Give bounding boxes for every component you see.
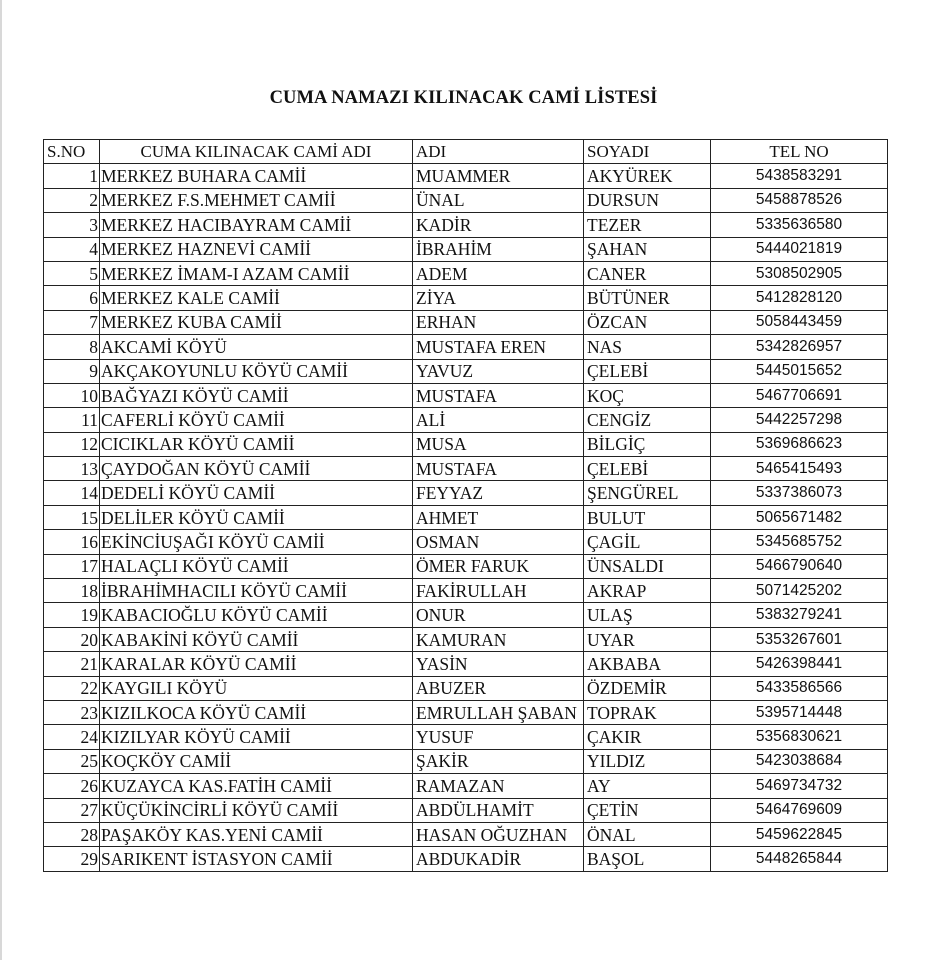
column-header-tel: TEL NO [711, 140, 888, 164]
imam-name-cell: ABDÜLHAMİT [413, 798, 584, 822]
imam-surname-cell: TEZER [584, 213, 711, 237]
imam-surname-cell: NAS [584, 335, 711, 359]
imam-surname-cell: AKYÜREK [584, 164, 711, 188]
sno-cell: 14 [44, 481, 100, 505]
imam-surname-cell: ÖZDEMİR [584, 676, 711, 700]
imam-surname-cell: AKBABA [584, 652, 711, 676]
sno-cell: 28 [44, 822, 100, 846]
imam-name-cell: EMRULLAH ŞABAN [413, 700, 584, 724]
mosque-name-cell: ÇAYDOĞAN KÖYÜ CAMİİ [100, 457, 413, 481]
mosque-name-cell: CAFERLİ KÖYÜ CAMİİ [100, 408, 413, 432]
table-row [44, 432, 888, 456]
mosque-name-cell: MERKEZ KALE CAMİİ [100, 286, 413, 310]
sno-cell: 24 [44, 725, 100, 749]
imam-name-cell: ABUZER [413, 676, 584, 700]
table-row [44, 798, 888, 822]
sno-cell: 7 [44, 310, 100, 334]
imam-name-cell: ÜNAL [413, 188, 584, 212]
sno-cell: 18 [44, 579, 100, 603]
phone-number-cell: 5423038684 [711, 749, 888, 773]
sno-cell: 2 [44, 188, 100, 212]
imam-surname-cell: YILDIZ [584, 749, 711, 773]
table-row [44, 530, 888, 554]
imam-name-cell: MUSTAFA [413, 457, 584, 481]
column-header-mosque: CUMA KILINACAK CAMİ ADI [100, 140, 413, 164]
phone-number-cell: 5058443459 [711, 310, 888, 334]
phone-number-cell: 5065671482 [711, 505, 888, 529]
imam-name-cell: FEYYAZ [413, 481, 584, 505]
imam-surname-cell: CANER [584, 261, 711, 285]
imam-surname-cell: BAŞOL [584, 847, 711, 871]
sno-cell: 29 [44, 847, 100, 871]
imam-surname-cell: TOPRAK [584, 700, 711, 724]
phone-number-cell: 5335636580 [711, 213, 888, 237]
imam-name-cell: YAVUZ [413, 359, 584, 383]
phone-number-cell: 5342826957 [711, 335, 888, 359]
table-row [44, 335, 888, 359]
table-row [44, 359, 888, 383]
table-row [44, 579, 888, 603]
mosque-name-cell: KABACIOĞLU KÖYÜ CAMİİ [100, 603, 413, 627]
mosque-name-cell: PAŞAKÖY KAS.YENİ CAMİİ [100, 822, 413, 846]
sno-cell: 27 [44, 798, 100, 822]
imam-surname-cell: CENGİZ [584, 408, 711, 432]
imam-name-cell: AHMET [413, 505, 584, 529]
table-row [44, 627, 888, 651]
imam-surname-cell: UYAR [584, 627, 711, 651]
table-row [44, 847, 888, 871]
imam-name-cell: İBRAHİM [413, 237, 584, 261]
imam-name-cell: YASİN [413, 652, 584, 676]
mosque-name-cell: KUZAYCA KAS.FATİH CAMİİ [100, 774, 413, 798]
imam-surname-cell: ÇAKIR [584, 725, 711, 749]
phone-number-cell: 5466790640 [711, 554, 888, 578]
sno-cell: 10 [44, 383, 100, 407]
table-row [44, 749, 888, 773]
mosque-name-cell: MERKEZ HAZNEVİ CAMİİ [100, 237, 413, 261]
phone-number-cell: 5445015652 [711, 359, 888, 383]
mosque-name-cell: KÜÇÜKİNCİRLİ KÖYÜ CAMİİ [100, 798, 413, 822]
imam-surname-cell: BİLGİÇ [584, 432, 711, 456]
imam-name-cell: MUSTAFA [413, 383, 584, 407]
imam-name-cell: ZİYA [413, 286, 584, 310]
table-row [44, 774, 888, 798]
phone-number-cell: 5356830621 [711, 725, 888, 749]
table-row [44, 164, 888, 188]
imam-name-cell: MUSTAFA EREN [413, 335, 584, 359]
imam-surname-cell: ULAŞ [584, 603, 711, 627]
mosque-table [43, 139, 888, 872]
mosque-name-cell: MERKEZ F.S.MEHMET CAMİİ [100, 188, 413, 212]
table-row [44, 603, 888, 627]
mosque-name-cell: MERKEZ HACIBAYRAM CAMİİ [100, 213, 413, 237]
phone-number-cell: 5353267601 [711, 627, 888, 651]
phone-number-cell: 5395714448 [711, 700, 888, 724]
imam-name-cell: ALİ [413, 408, 584, 432]
imam-surname-cell: AKRAP [584, 579, 711, 603]
sno-cell: 16 [44, 530, 100, 554]
phone-number-cell: 5383279241 [711, 603, 888, 627]
imam-name-cell: HASAN OĞUZHAN [413, 822, 584, 846]
sno-cell: 17 [44, 554, 100, 578]
mosque-name-cell: DELİLER KÖYÜ CAMİİ [100, 505, 413, 529]
table-row [44, 481, 888, 505]
imam-surname-cell: ÇELEBİ [584, 457, 711, 481]
page-edge [0, 0, 2, 960]
imam-name-cell: RAMAZAN [413, 774, 584, 798]
mosque-name-cell: CICIKLAR KÖYÜ CAMİİ [100, 432, 413, 456]
sno-cell: 1 [44, 164, 100, 188]
imam-name-cell: KAMURAN [413, 627, 584, 651]
mosque-name-cell: HALAÇLI KÖYÜ CAMİİ [100, 554, 413, 578]
phone-number-cell: 5345685752 [711, 530, 888, 554]
table-row [44, 822, 888, 846]
column-header-sno: S.NO [44, 140, 100, 164]
phone-number-cell: 5469734732 [711, 774, 888, 798]
mosque-name-cell: KAYGILI KÖYÜ [100, 676, 413, 700]
phone-number-cell: 5433586566 [711, 676, 888, 700]
table-row [44, 237, 888, 261]
phone-number-cell: 5337386073 [711, 481, 888, 505]
column-header-surname: SOYADI [584, 140, 711, 164]
mosque-name-cell: SARIKENT İSTASYON CAMİİ [100, 847, 413, 871]
table-row [44, 286, 888, 310]
sno-cell: 13 [44, 457, 100, 481]
mosque-name-cell: KIZILKOCA KÖYÜ CAMİİ [100, 700, 413, 724]
imam-surname-cell: KOÇ [584, 383, 711, 407]
mosque-name-cell: AKÇAKOYUNLU KÖYÜ CAMİİ [100, 359, 413, 383]
imam-name-cell: ONUR [413, 603, 584, 627]
imam-surname-cell: ŞENGÜREL [584, 481, 711, 505]
imam-surname-cell: ÇETİN [584, 798, 711, 822]
phone-number-cell: 5458878526 [711, 188, 888, 212]
imam-name-cell: ŞAKİR [413, 749, 584, 773]
imam-name-cell: ERHAN [413, 310, 584, 334]
phone-number-cell: 5459622845 [711, 822, 888, 846]
phone-number-cell: 5442257298 [711, 408, 888, 432]
sno-cell: 4 [44, 237, 100, 261]
mosque-name-cell: KIZILYAR KÖYÜ CAMİİ [100, 725, 413, 749]
imam-name-cell: OSMAN [413, 530, 584, 554]
phone-number-cell: 5464769609 [711, 798, 888, 822]
imam-name-cell: FAKİRULLAH [413, 579, 584, 603]
mosque-name-cell: KABAKİNİ KÖYÜ CAMİİ [100, 627, 413, 651]
imam-surname-cell: ÖNAL [584, 822, 711, 846]
phone-number-cell: 5448265844 [711, 847, 888, 871]
sno-cell: 26 [44, 774, 100, 798]
mosque-name-cell: MERKEZ BUHARA CAMİİ [100, 164, 413, 188]
table-row [44, 457, 888, 481]
imam-surname-cell: ÖZCAN [584, 310, 711, 334]
imam-surname-cell: AY [584, 774, 711, 798]
document-title: CUMA NAMAZI KILINACAK CAMİ LİSTESİ [269, 88, 658, 108]
sno-cell: 23 [44, 700, 100, 724]
imam-surname-cell: ÇELEBİ [584, 359, 711, 383]
table-row [44, 213, 888, 237]
table-row [44, 383, 888, 407]
sno-cell: 5 [44, 261, 100, 285]
table-row [44, 310, 888, 334]
phone-number-cell: 5071425202 [711, 579, 888, 603]
sno-cell: 12 [44, 432, 100, 456]
phone-number-cell: 5369686623 [711, 432, 888, 456]
imam-surname-cell: BÜTÜNER [584, 286, 711, 310]
phone-number-cell: 5438583291 [711, 164, 888, 188]
sno-cell: 19 [44, 603, 100, 627]
imam-name-cell: ABDUKADİR [413, 847, 584, 871]
imam-name-cell: MUSA [413, 432, 584, 456]
imam-name-cell: YUSUF [413, 725, 584, 749]
table-row [44, 700, 888, 724]
mosque-name-cell: EKİNCİUŞAĞI KÖYÜ CAMİİ [100, 530, 413, 554]
imam-surname-cell: ŞAHAN [584, 237, 711, 261]
table-row [44, 676, 888, 700]
mosque-name-cell: BAĞYAZI KÖYÜ CAMİİ [100, 383, 413, 407]
sno-cell: 25 [44, 749, 100, 773]
table-row [44, 554, 888, 578]
mosque-name-cell: MERKEZ KUBA CAMİİ [100, 310, 413, 334]
column-header-name: ADI [413, 140, 584, 164]
imam-surname-cell: ÜNSALDI [584, 554, 711, 578]
table-row [44, 261, 888, 285]
imam-name-cell: ADEM [413, 261, 584, 285]
sno-cell: 15 [44, 505, 100, 529]
mosque-name-cell: DEDELİ KÖYÜ CAMİİ [100, 481, 413, 505]
phone-number-cell: 5465415493 [711, 457, 888, 481]
mosque-name-cell: MERKEZ İMAM-I AZAM CAMİİ [100, 261, 413, 285]
table-row [44, 725, 888, 749]
mosque-name-cell: KOÇKÖY CAMİİ [100, 749, 413, 773]
table-header-row [44, 140, 888, 164]
mosque-name-cell: İBRAHİMHACILI KÖYÜ CAMİİ [100, 579, 413, 603]
phone-number-cell: 5426398441 [711, 652, 888, 676]
sno-cell: 11 [44, 408, 100, 432]
phone-number-cell: 5467706691 [711, 383, 888, 407]
sno-cell: 3 [44, 213, 100, 237]
phone-number-cell: 5412828120 [711, 286, 888, 310]
imam-surname-cell: BULUT [584, 505, 711, 529]
table-row [44, 505, 888, 529]
table-row [44, 188, 888, 212]
imam-name-cell: ÖMER FARUK [413, 554, 584, 578]
sno-cell: 9 [44, 359, 100, 383]
imam-name-cell: MUAMMER [413, 164, 584, 188]
mosque-name-cell: KARALAR KÖYÜ CAMİİ [100, 652, 413, 676]
phone-number-cell: 5444021819 [711, 237, 888, 261]
sno-cell: 6 [44, 286, 100, 310]
imam-surname-cell: ÇAGİL [584, 530, 711, 554]
table-row [44, 652, 888, 676]
sno-cell: 20 [44, 627, 100, 651]
phone-number-cell: 5308502905 [711, 261, 888, 285]
table-row [44, 408, 888, 432]
sno-cell: 21 [44, 652, 100, 676]
imam-surname-cell: DURSUN [584, 188, 711, 212]
sno-cell: 8 [44, 335, 100, 359]
imam-name-cell: KADİR [413, 213, 584, 237]
mosque-name-cell: AKCAMİ KÖYÜ [100, 335, 413, 359]
sno-cell: 22 [44, 676, 100, 700]
